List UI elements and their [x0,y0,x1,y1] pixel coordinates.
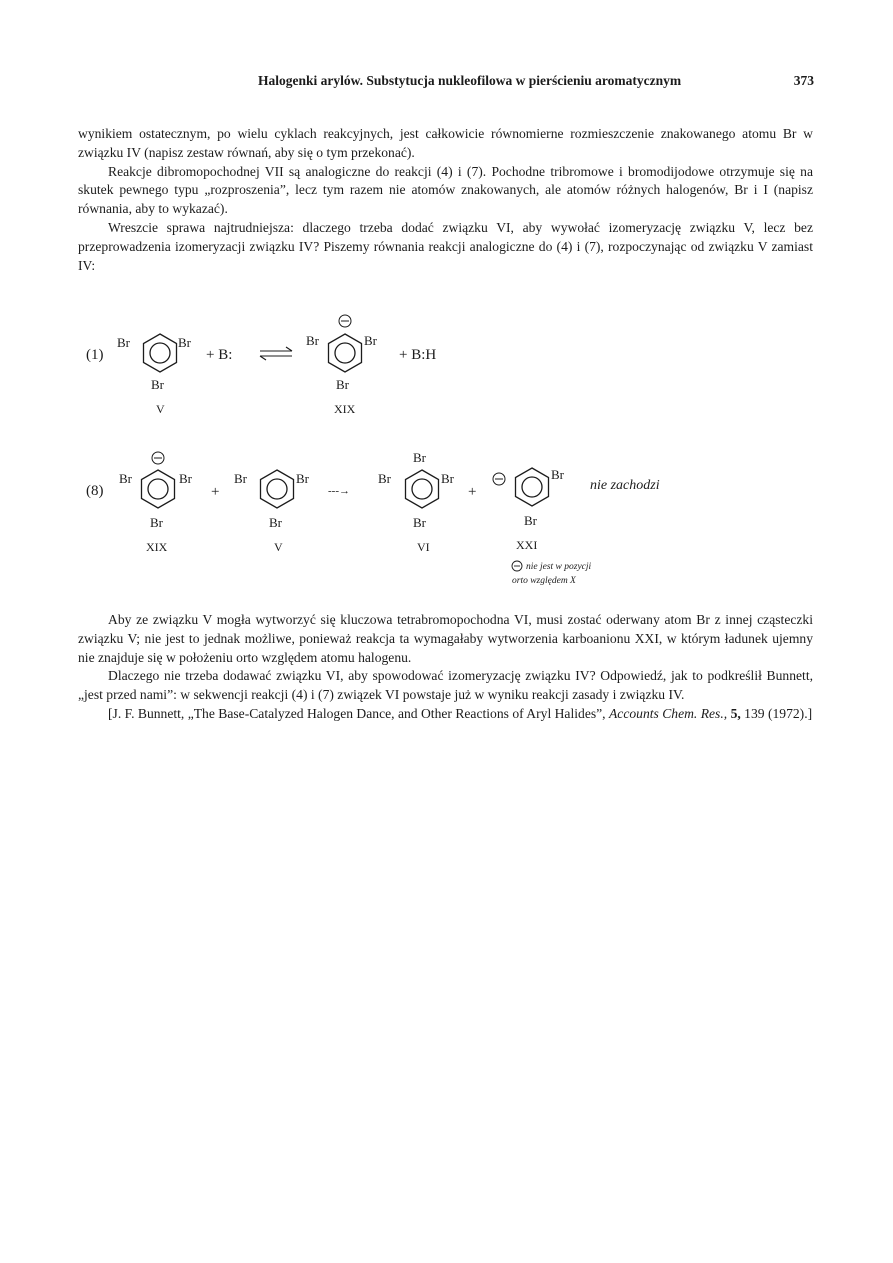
body-text-bottom [78,611,813,724]
page-number: 373 [793,73,814,88]
molecule-v [234,470,310,554]
molecule-vi [378,450,455,554]
footnote-note [512,561,592,586]
compound-label: XIX [334,402,356,416]
br-atom: Br [378,471,391,486]
molecule-xix [119,452,193,554]
br-atom: Br [179,471,192,486]
br-atom: Br [306,333,319,348]
molecule-xxi [493,467,565,552]
br-atom: Br [336,377,349,392]
paragraph: Wreszcie sprawa najtrudniejsza: dlaczego trzeba dodać związku VI, aby wywołać izomeryzację związku V, lecz bez przeprowadzenia izomeryzacji związku IV? Piszemy równania reakcji analogiczne do (4) i (7), rozpoczynając od związku V zamiast IV: [78,219,813,273]
reference-volume: 5, [730,705,741,721]
equilibrium-arrow [260,347,292,360]
dashed-arrow: ---→ [328,485,350,497]
equation-number: (1) [86,347,104,363]
compound-label: XXI [516,538,538,552]
plus-sign: + [468,484,477,500]
br-atom: Br [119,471,132,486]
paragraph: wynikiem ostatecznym, po wielu cyklach reakcyjnych, jest całkowicie równomierne rozmieszczenie znakowanego atomu Br w związku IV (napisz zestaw równań, aby się o tym przekonać). [78,126,813,160]
br-atom: Br [441,471,454,486]
reference [78,705,813,724]
plus-sign: + [211,484,220,500]
note-line: orto względem X [512,576,576,586]
br-atom: Br [234,471,247,486]
plus-acid: + B:H [399,347,437,363]
br-atom: Br [413,515,426,530]
reference-text: [J. F. Bunnett, „The Base-Catalyzed Halogen Dance, and Other Reactions of Aryl Halides”, [108,705,606,721]
header-title: Halogenki arylów. Substytucja nukleofilowa w pierścieniu aromatycznym [258,73,682,88]
compound-label: XIX [146,540,168,554]
br-atom: Br [178,335,191,350]
equation-number: (8) [86,483,104,499]
br-atom: Br [151,377,164,392]
compound-label: VI [417,540,430,554]
compound-label: V [274,540,283,554]
plus-base: + B: [206,347,233,363]
br-atom: Br [551,467,564,482]
reference-journal: Accounts Chem. Res., [608,705,728,721]
equation-8 [86,450,660,586]
reference-pages: 139 (1972).] [744,705,813,721]
br-atom: Br [364,333,377,348]
paragraph: Reakcje dibromopochodnej VII są analogiczne do reakcji (4) i (7). Pochodne tribromowe i bromodijodowe otrzymuje się na skutek pewnego typu „rozproszenia”, lecz tym razem nie atomów znakowanych, ale atomów różnych halogenów, Br i I (napisz równania, aby to wykazać). [78,163,813,217]
br-atom: Br [524,513,537,528]
br-atom: Br [150,515,163,530]
br-atom: Br [117,335,130,350]
remark-no-reaction: nie zachodzi [590,478,660,493]
br-atom: Br [296,471,309,486]
molecule-v [117,334,192,416]
equation-1 [86,315,436,416]
br-atom: Br [269,515,282,530]
compound-label: V [156,402,165,416]
note-line: nie jest w pozycji [526,562,592,572]
paragraph: Dlaczego nie trzeba dodawać związku VI, aby spowodować izomeryzację związku IV? Odpowiedź, jak to podkreślił Bunnett, „jest przed nami”: w sekwencji reakcji (4) i (7) związek VI powstaje już w wyniku reakcji zasady i związku IV. [78,668,813,703]
molecule-xix [306,315,378,416]
br-atom: Br [413,450,426,465]
paragraph: Aby ze związku V mogła wytworzyć się kluczowa tetrabromopochodna VI, musi zostać oderwany atom Br z innej cząsteczki związku V; nie jest to jednak możliwe, ponieważ reakcja ta wymagałaby wytworzenia karboanionu XXI, w którym ładunek ujemny nie znajduje się w położeniu orto względem atomu halogenu. [78,612,813,665]
